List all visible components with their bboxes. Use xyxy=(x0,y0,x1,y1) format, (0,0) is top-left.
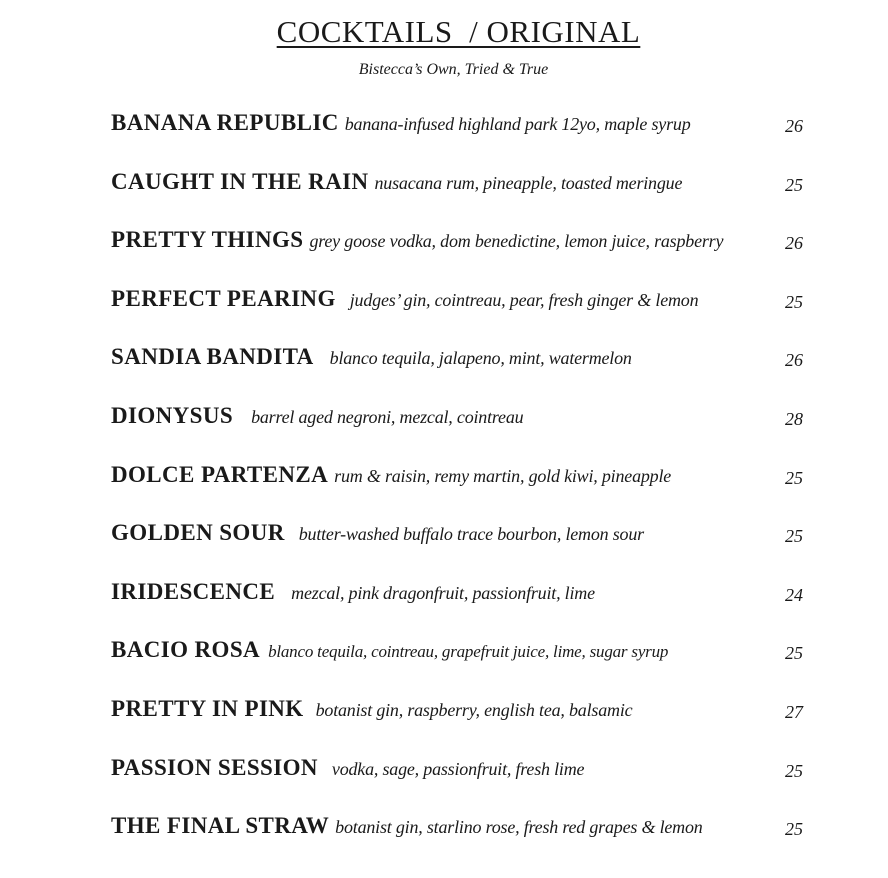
cocktail-item xyxy=(111,696,803,755)
cocktail-item xyxy=(111,462,803,521)
cocktail-description: butter-washed buffalo trace bourbon, lemon sour xyxy=(298,524,644,545)
cocktail-item xyxy=(111,579,803,638)
cocktail-price: 25 xyxy=(785,760,803,781)
cocktail-name: CAUGHT IN THE RAIN xyxy=(111,168,369,194)
cocktail-description: grey goose vodka, dom benedictine, lemon juice, raspberry xyxy=(309,231,724,252)
cocktail-item xyxy=(111,755,803,814)
cocktail-description: botanist gin, raspberry, english tea, balsamic xyxy=(315,699,633,720)
cocktail-item xyxy=(111,227,803,286)
cocktail-name: DOLCE PARTENZA xyxy=(111,461,329,487)
cocktail-item xyxy=(111,286,803,345)
cocktail-description: vodka, sage, passionfruit, fresh lime xyxy=(331,758,585,779)
menu-title: COCKTAILS / ORIGINAL xyxy=(276,14,641,49)
cocktail-name: SANDIA BANDITA xyxy=(111,344,314,370)
cocktail-name: PASSION SESSION xyxy=(111,754,318,780)
cocktail-description: blanco tequila, jalapeno, mint, watermelon xyxy=(329,348,632,369)
cocktail-price: 24 xyxy=(785,584,803,605)
cocktail-description: blanco tequila, cointreau, grapefruit juice, lime, sugar syrup xyxy=(268,642,669,662)
cocktail-name: THE FINAL STRAW xyxy=(111,813,330,839)
cocktail-price: 26 xyxy=(785,116,803,136)
cocktail-item xyxy=(111,169,803,228)
cocktail-name: BACIO ROSA xyxy=(111,637,261,663)
cocktail-item xyxy=(111,110,803,169)
cocktail-item xyxy=(111,813,803,872)
cocktail-item xyxy=(111,520,803,579)
cocktail-price: 25 xyxy=(785,819,803,840)
cocktail-name: PRETTY THINGS xyxy=(111,227,304,253)
cocktail-price: 26 xyxy=(785,233,803,254)
cocktail-name: PERFECT PEARING xyxy=(111,285,336,311)
cocktail-description: judges’ gin, cointreau, pear, fresh ginger & lemon xyxy=(349,289,699,310)
cocktail-item xyxy=(111,403,803,462)
cocktail-price: 25 xyxy=(785,174,803,195)
menu-subtitle: Bistecca’s Own, Tried & True xyxy=(358,61,549,78)
cocktail-price: 28 xyxy=(785,408,803,429)
cocktail-name: GOLDEN SOUR xyxy=(111,520,285,546)
cocktail-price: 25 xyxy=(785,526,803,547)
cocktail-description: banana-infused highland park 12yo, maple syrup xyxy=(344,114,691,134)
cocktail-item xyxy=(111,344,803,403)
cocktail-price: 26 xyxy=(785,350,803,371)
cocktail-description: mezcal, pink dragonfruit, passionfruit, lime xyxy=(291,582,595,603)
cocktail-price: 25 xyxy=(785,291,803,312)
cocktail-name: DIONYSUS xyxy=(111,402,234,428)
cocktail-item xyxy=(111,637,803,696)
cocktail-list xyxy=(111,110,803,872)
cocktail-description: botanist gin, starlino rose, fresh red grapes & lemon xyxy=(335,817,703,838)
cocktail-name: BANANA REPUBLIC xyxy=(111,110,339,135)
cocktail-description: nusacana rum, pineapple, toasted meringue xyxy=(374,172,683,193)
cocktail-name: PRETTY IN PINK xyxy=(111,695,304,721)
cocktail-price: 25 xyxy=(785,467,803,488)
cocktail-description: rum & raisin, remy martin, gold kiwi, pineapple xyxy=(334,465,672,486)
cocktail-name: IRIDESCENCE xyxy=(111,578,276,604)
cocktail-price: 25 xyxy=(785,643,803,664)
cocktail-price: 27 xyxy=(785,701,803,722)
cocktail-description: barrel aged negroni, mezcal, cointreau xyxy=(251,406,524,427)
